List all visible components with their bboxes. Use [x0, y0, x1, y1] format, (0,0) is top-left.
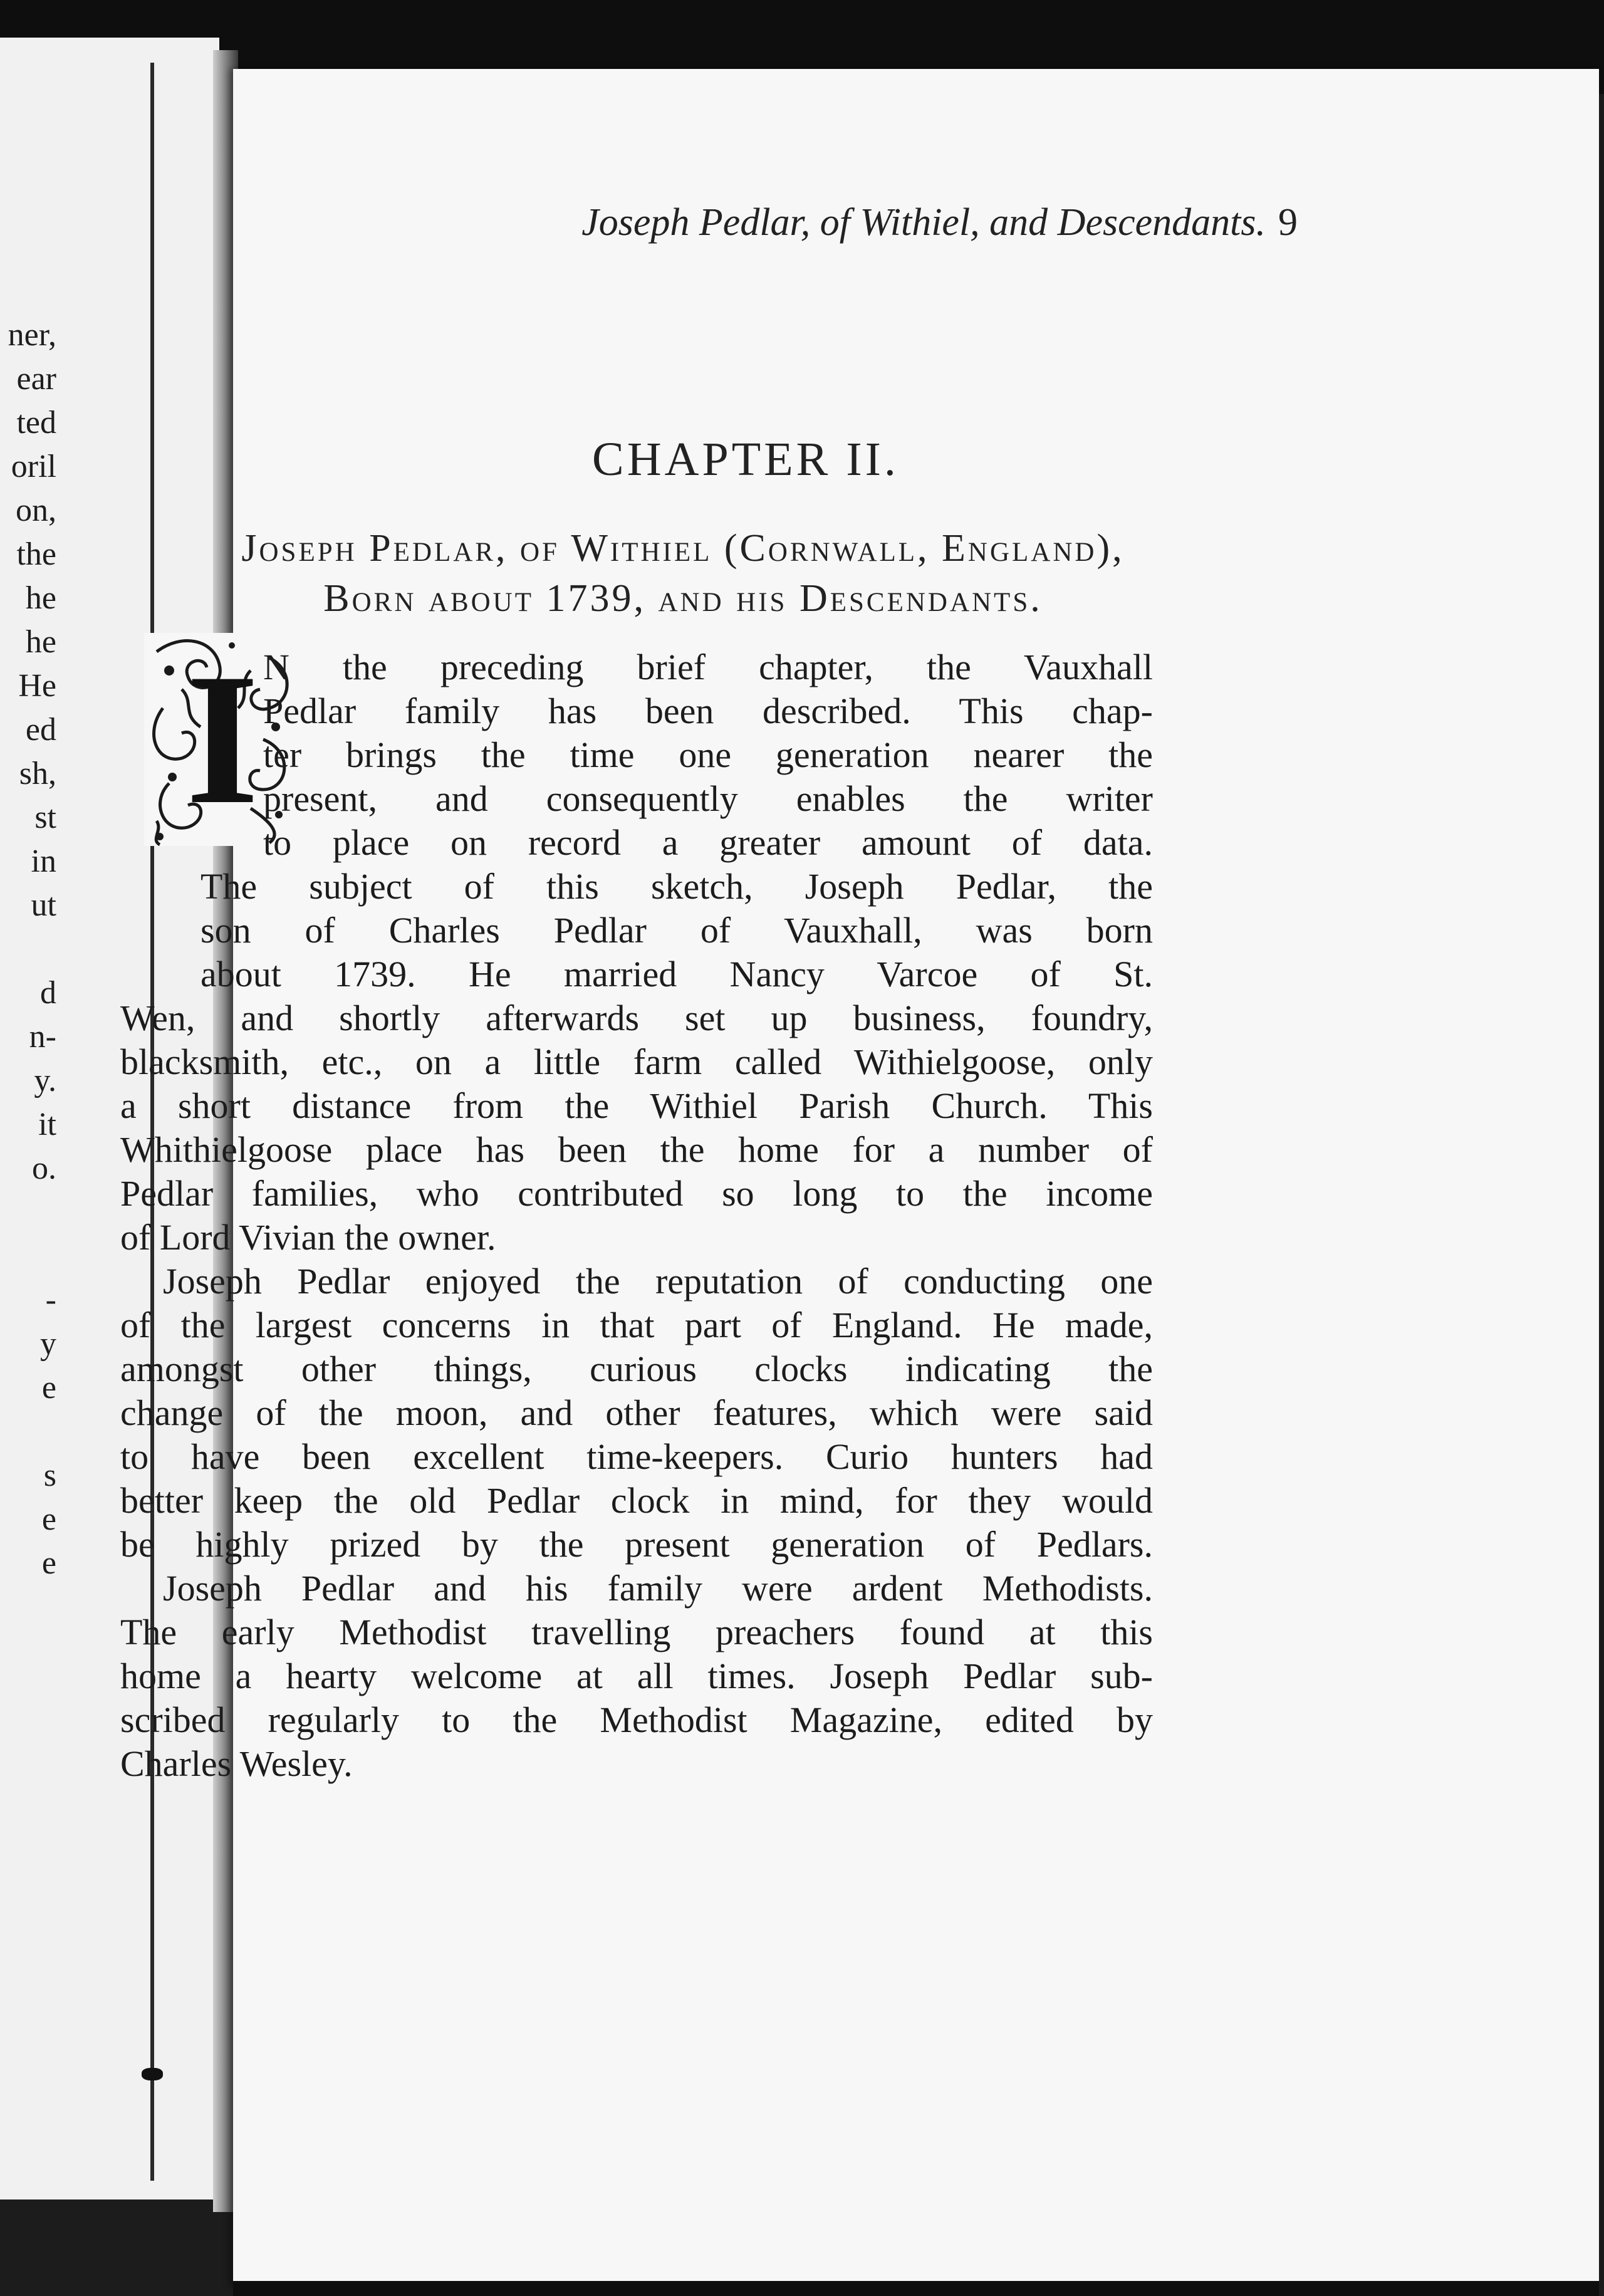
body-line-9: Wen, and shortly afterwards set up business, foundry, [120, 998, 1153, 1038]
chapter-subtitle-line: Born about 1739, and his Descendants. [323, 577, 1043, 620]
left-page-fragment: e [41, 1545, 56, 1581]
body-line-4: present, and consequently enables the writer [263, 778, 1153, 819]
left-page-fragment: e [41, 1370, 56, 1406]
chapter-title: CHAPTER II. [592, 433, 899, 486]
page-number: 9 [1278, 201, 1298, 244]
svg-text:I: I [185, 635, 259, 843]
left-page-fragment: oril [11, 449, 56, 484]
left-page-fragment: n- [29, 1019, 56, 1055]
body-line-8: about 1739. He married Nancy Varcoe of St. [200, 954, 1153, 994]
body-line-7: son of Charles Pedlar of Vauxhall, was born [200, 910, 1153, 951]
body-line-22: Joseph Pedlar and his family were ardent Methodists. [163, 1568, 1153, 1609]
body-line-24: home a hearty welcome at all times. Joseph Pedlar sub- [120, 1656, 1153, 1696]
left-page-fragment: y. [34, 1063, 56, 1098]
scan-background [233, 2281, 1599, 2296]
body-line-19: to have been excellent time-keepers. Curio hunters had [120, 1436, 1153, 1477]
body-line-11: a short distance from the Withiel Parish Church. This [120, 1085, 1153, 1126]
left-page-fragment: in [31, 843, 56, 879]
left-page-fragment: s [43, 1458, 56, 1493]
left-page-fragment: d [40, 975, 56, 1011]
body-line-15: Joseph Pedlar enjoyed the reputation of conducting one [163, 1261, 1153, 1302]
left-page-fragment: He [18, 668, 56, 704]
body-line-14: of Lord Vivian the owner. [120, 1217, 496, 1258]
body-line-1: N the preceding brief chapter, the Vauxhall [263, 647, 1153, 687]
left-page-fragment: e [41, 1501, 56, 1537]
left-page-fragment: - [45, 1282, 56, 1318]
body-line-21: be highly prized by the present generation of Pedlars. [120, 1524, 1153, 1565]
left-page-fragment: the [16, 536, 56, 572]
body-line-6: The subject of this sketch, Joseph Pedlar, the [200, 866, 1153, 907]
left-page-fragment: y [40, 1326, 56, 1362]
body-line-13: Pedlar families, who contributed so long to the income [120, 1173, 1153, 1214]
left-page-fragment: sh, [19, 756, 56, 791]
body-line-20: better keep the old Pedlar clock in mind, for they would [120, 1480, 1153, 1521]
body-line-18: change of the moon, and other features, which were said [120, 1392, 1153, 1433]
left-page-fragment: ut [31, 887, 56, 923]
spine-mark [142, 2068, 163, 2080]
left-page-fragment: he [25, 624, 56, 660]
left-page-fragment: on, [16, 493, 56, 528]
left-page-fragment: it [38, 1107, 56, 1142]
body-line-26: Charles Wesley. [120, 1743, 353, 1784]
body-line-2: Pedlar family has been described. This chap- [263, 691, 1153, 731]
left-page-fragment: ear [16, 361, 56, 397]
body-line-10: blacksmith, etc., on a little farm called Withielgoose, only [120, 1041, 1153, 1082]
left-page-fragment: ner, [8, 317, 56, 353]
body-line-3: ter brings the time one generation nearer the [263, 734, 1153, 775]
running-head: Joseph Pedlar, of Withiel, and Descendants. [581, 201, 1266, 244]
body-line-16: of the largest concerns in that part of England. He made, [120, 1305, 1153, 1345]
body-line-23: The early Methodist travelling preachers found at this [120, 1612, 1153, 1652]
body-line-5: to place on record a greater amount of data. [263, 822, 1153, 863]
body-line-12: Whithielgoose place has been the home for a number of [120, 1129, 1153, 1170]
chapter-subtitle-line: Joseph Pedlar, of Withiel (Cornwall, England), [241, 527, 1125, 570]
left-page-fragment: he [25, 580, 56, 616]
body-line-25: scribed regularly to the Methodist Magazine, edited by [120, 1699, 1153, 1740]
left-page-fragment: o. [32, 1151, 56, 1186]
left-page-fragment: st [34, 800, 56, 835]
left-page-fragment: ted [16, 405, 56, 441]
left-page-fragment: ed [25, 712, 56, 748]
body-line-17: amongst other things, curious clocks indicating the [120, 1349, 1153, 1389]
